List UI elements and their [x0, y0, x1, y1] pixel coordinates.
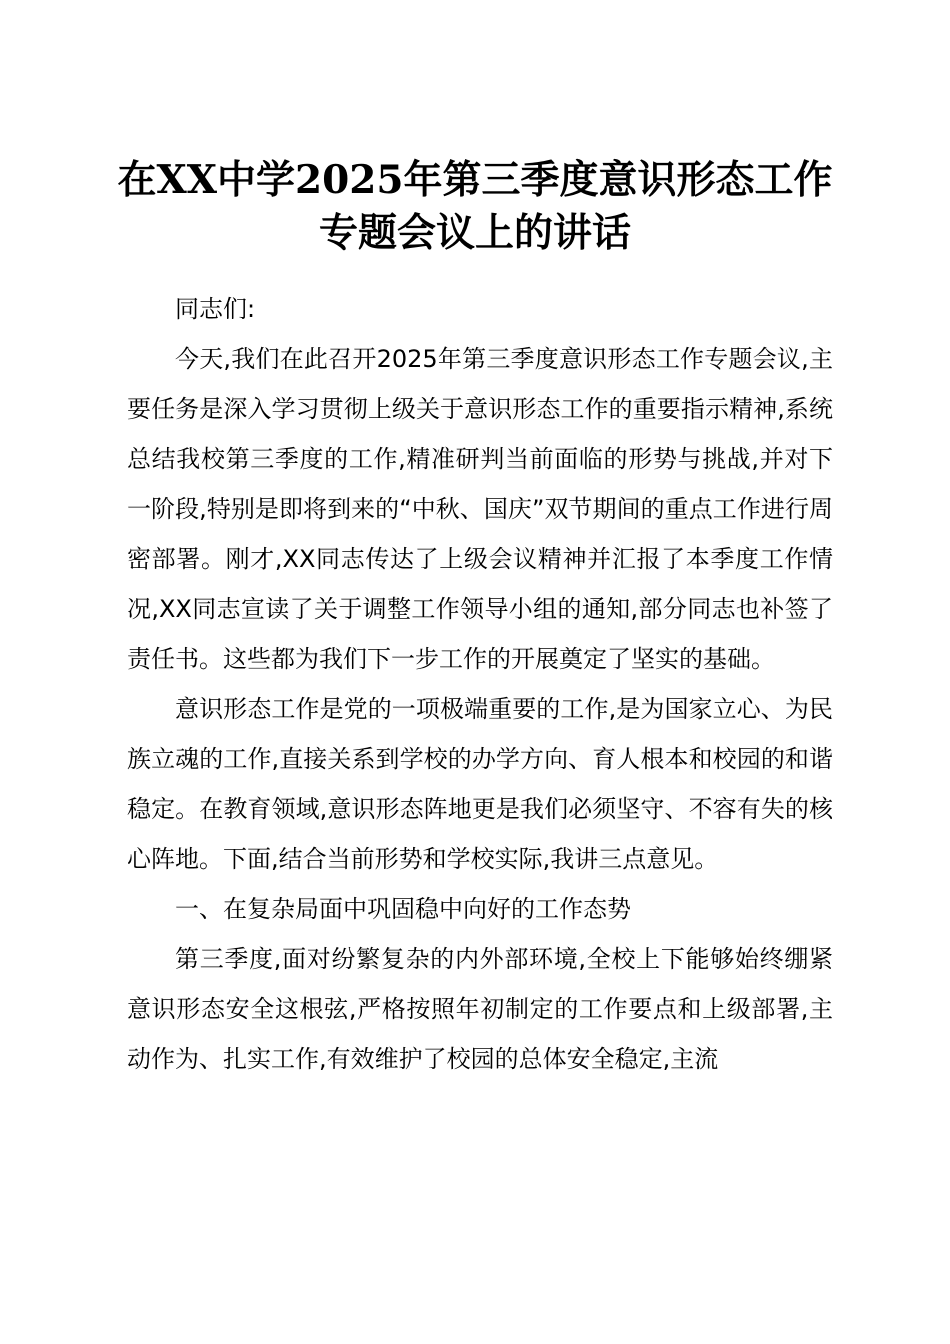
paragraph-section-one: 第三季度,面对纷繁复杂的内外部环境,全校上下能够始终绷紧意识形态安全这根弦,严格按照年初制定的工作要点和上级部署,主动作为、扎实工作,有效维护了校园的总体安全稳定,主流 [127, 945, 833, 1073]
section-heading-one: 一、在复杂局面中巩固稳中向好的工作态势 [175, 895, 631, 923]
salutation: 同志们: [175, 295, 256, 323]
document-body [127, 284, 833, 1084]
paragraph-intro: 今天,我们在此召开2025年第三季度意识形态工作专题会议,主要任务是深入学习贯彻上级关于意识形态工作的重要指示精神,系统总结我校第三季度的工作,精准研判当前面临的形势与挑战,并对下一阶段,特别是即将到来的“中秋、国庆”双节期间的重点工作进行周密部署。刚才,XX同志传达了上级会议精神并汇报了本季度工作情况,XX同志宣读了关于调整工作领导小组的通知,部分同志也补签了责任书。这些都为我们下一步工作的开展奠定了坚实的基础。 [127, 345, 833, 673]
document-title: 在XX中学2025年第三季度意识形态工作专题会议上的讲话 [117, 157, 833, 256]
paragraph-importance: 意识形态工作是党的一项极端重要的工作,是为国家立心、为民族立魂的工作,直接关系到学校的办学方向、育人根本和校园的和谐稳定。在教育领域,意识形态阵地更是我们必须坚守、不容有失的核心阵地。下面,结合当前形势和学校实际,我讲三点意见。 [127, 695, 833, 873]
